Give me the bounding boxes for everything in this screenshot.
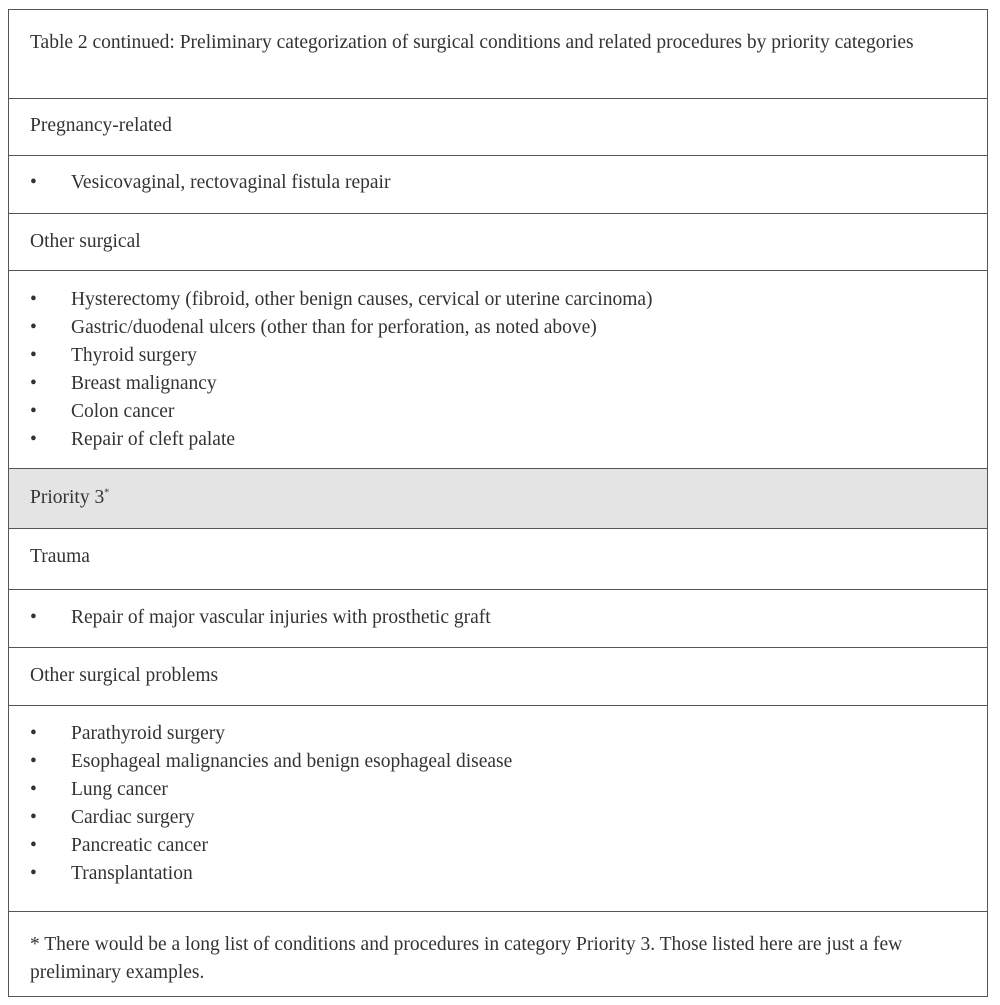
priority3-heading-row xyxy=(9,469,987,529)
other-surgical-heading: Other surgical xyxy=(30,231,141,252)
bullet-icon: • xyxy=(30,835,37,856)
list-item: • Repair of cleft palate xyxy=(9,426,987,454)
bullet-icon: • xyxy=(30,751,37,772)
bullet-icon: • xyxy=(30,779,37,800)
bullet-icon: • xyxy=(30,607,37,628)
bullet-icon: • xyxy=(30,723,37,744)
trauma-heading: Trauma xyxy=(30,546,90,567)
trauma-items-row xyxy=(9,590,987,648)
pregnancy-heading-row xyxy=(9,99,987,156)
list-item: • Esophageal malignancies and benign esophageal disease xyxy=(9,748,987,776)
list-item: • Colon cancer xyxy=(9,398,987,426)
bullet-icon: • xyxy=(30,863,37,884)
bullet-icon: • xyxy=(30,289,37,310)
list-item: • Lung cancer xyxy=(9,776,987,804)
priority3-heading: Priority 3* xyxy=(30,487,110,508)
other-problems-list xyxy=(9,720,987,888)
bullet-icon: • xyxy=(30,807,37,828)
other-problems-items-row xyxy=(9,706,987,912)
trauma-list xyxy=(9,604,987,632)
list-item: • Breast malignancy xyxy=(9,370,987,398)
other-surgical-items-row xyxy=(9,271,987,469)
other-problems-heading: Other surgical problems xyxy=(30,665,219,686)
bullet-icon: • xyxy=(30,172,37,193)
footnote: * There would be a long list of conditions and procedures in category Priority 3. Those listed here are just a few preliminary examples. xyxy=(30,934,903,983)
table-title: Table 2 continued: Preliminary categorization of surgical conditions and related procedures by priority categories xyxy=(30,32,914,53)
bullet-icon: • xyxy=(30,401,37,422)
other-surgical-heading-row xyxy=(9,214,987,271)
table-title-row xyxy=(9,10,987,99)
bullet-icon: • xyxy=(30,345,37,366)
priority-table xyxy=(8,9,988,997)
list-item: • Cardiac surgery xyxy=(9,804,987,832)
list-item: • Hysterectomy (fibroid, other benign causes, cervical or uterine carcinoma) xyxy=(9,286,987,314)
list-item: • Repair of major vascular injuries with prosthetic graft xyxy=(9,604,987,632)
bullet-icon: • xyxy=(30,373,37,394)
bullet-icon: • xyxy=(30,317,37,338)
list-item: • Parathyroid surgery xyxy=(9,720,987,748)
pregnancy-items-row xyxy=(9,156,987,214)
pregnancy-list xyxy=(9,169,987,197)
list-item: • Pancreatic cancer xyxy=(9,832,987,860)
bullet-icon: • xyxy=(30,429,37,450)
footnote-marker: * xyxy=(104,487,110,499)
other-surgical-list xyxy=(9,286,987,454)
footnote-row xyxy=(9,912,987,997)
list-item: • Thyroid surgery xyxy=(9,342,987,370)
other-problems-heading-row xyxy=(9,648,987,706)
list-item: • Transplantation xyxy=(9,860,987,888)
trauma-heading-row xyxy=(9,529,987,590)
list-item: • Vesicovaginal, rectovaginal fistula repair xyxy=(9,169,987,197)
list-item: • Gastric/duodenal ulcers (other than for perforation, as noted above) xyxy=(9,314,987,342)
pregnancy-heading: Pregnancy-related xyxy=(30,115,172,136)
